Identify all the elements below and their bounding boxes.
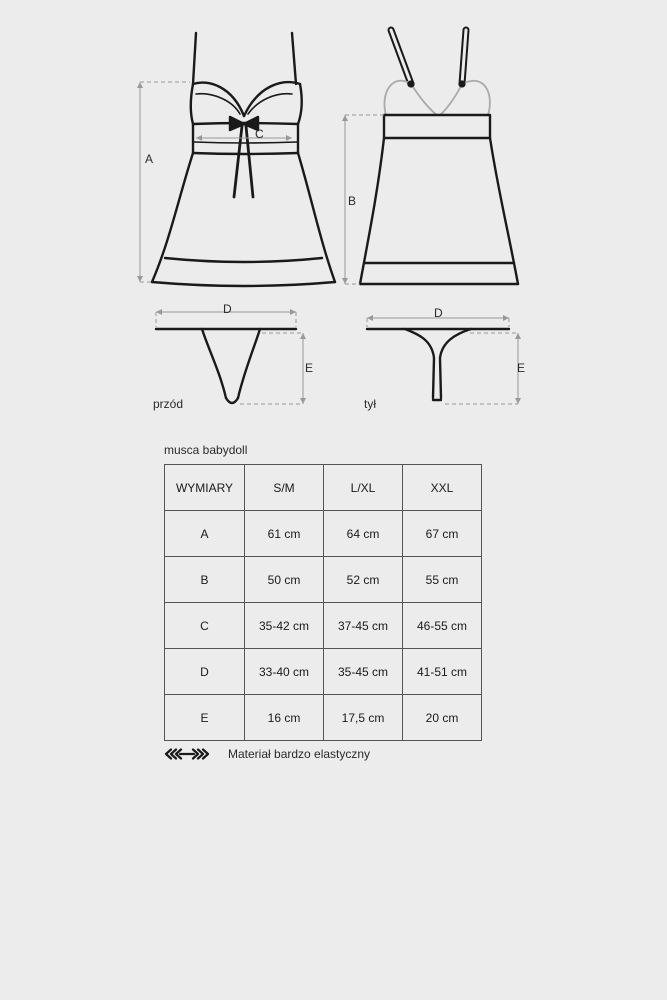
size-table	[164, 464, 482, 741]
table-header: L/XL	[324, 465, 403, 511]
dim-label-c: C	[255, 127, 264, 141]
table-header: WYMIARY	[165, 465, 245, 511]
elastic-note-text: Materiał bardzo elastyczny	[228, 747, 371, 761]
table-cell: 16 cm	[245, 695, 324, 741]
table-cell: B	[165, 557, 245, 603]
elastic-note	[164, 745, 370, 763]
dim-label-e-back: E	[517, 361, 526, 375]
table-cell: 35-42 cm	[245, 603, 324, 649]
table-row	[165, 649, 482, 695]
table-cell: 33-40 cm	[245, 649, 324, 695]
table-cell: C	[165, 603, 245, 649]
table-cell: 61 cm	[245, 511, 324, 557]
front-label: przód	[153, 397, 184, 411]
table-title: musca babydoll	[164, 443, 248, 457]
table-cell: 64 cm	[324, 511, 403, 557]
table-cell: 37-45 cm	[324, 603, 403, 649]
table-cell: E	[165, 695, 245, 741]
table-row	[165, 511, 482, 557]
dim-label-d-back: D	[434, 306, 443, 320]
table-row	[165, 603, 482, 649]
table-cell: A	[165, 511, 245, 557]
table-header: S/M	[245, 465, 324, 511]
table-cell: 67 cm	[403, 511, 482, 557]
garment-drawing	[0, 0, 667, 440]
thong-front	[156, 329, 296, 403]
table-row	[165, 557, 482, 603]
table-cell: 50 cm	[245, 557, 324, 603]
thong-back	[367, 329, 509, 400]
back-label: tył	[364, 397, 376, 411]
table-cell: 35-45 cm	[324, 649, 403, 695]
babydoll-back	[360, 30, 518, 284]
table-row	[165, 695, 482, 741]
dim-label-b: B	[348, 194, 357, 208]
table-cell: 41-51 cm	[403, 649, 482, 695]
table-cell: 52 cm	[324, 557, 403, 603]
dim-label-e-front: E	[305, 361, 314, 375]
dim-label-d-front: D	[223, 302, 232, 316]
table-cell: D	[165, 649, 245, 695]
dim-label-a: A	[145, 152, 154, 166]
table-cell: 17,5 cm	[324, 695, 403, 741]
table-header-row	[165, 465, 482, 511]
elastic-arrows-icon	[164, 748, 210, 760]
table-cell: 46-55 cm	[403, 603, 482, 649]
table-cell: 20 cm	[403, 695, 482, 741]
babydoll-front	[152, 33, 335, 286]
table-header: XXL	[403, 465, 482, 511]
table-cell: 55 cm	[403, 557, 482, 603]
